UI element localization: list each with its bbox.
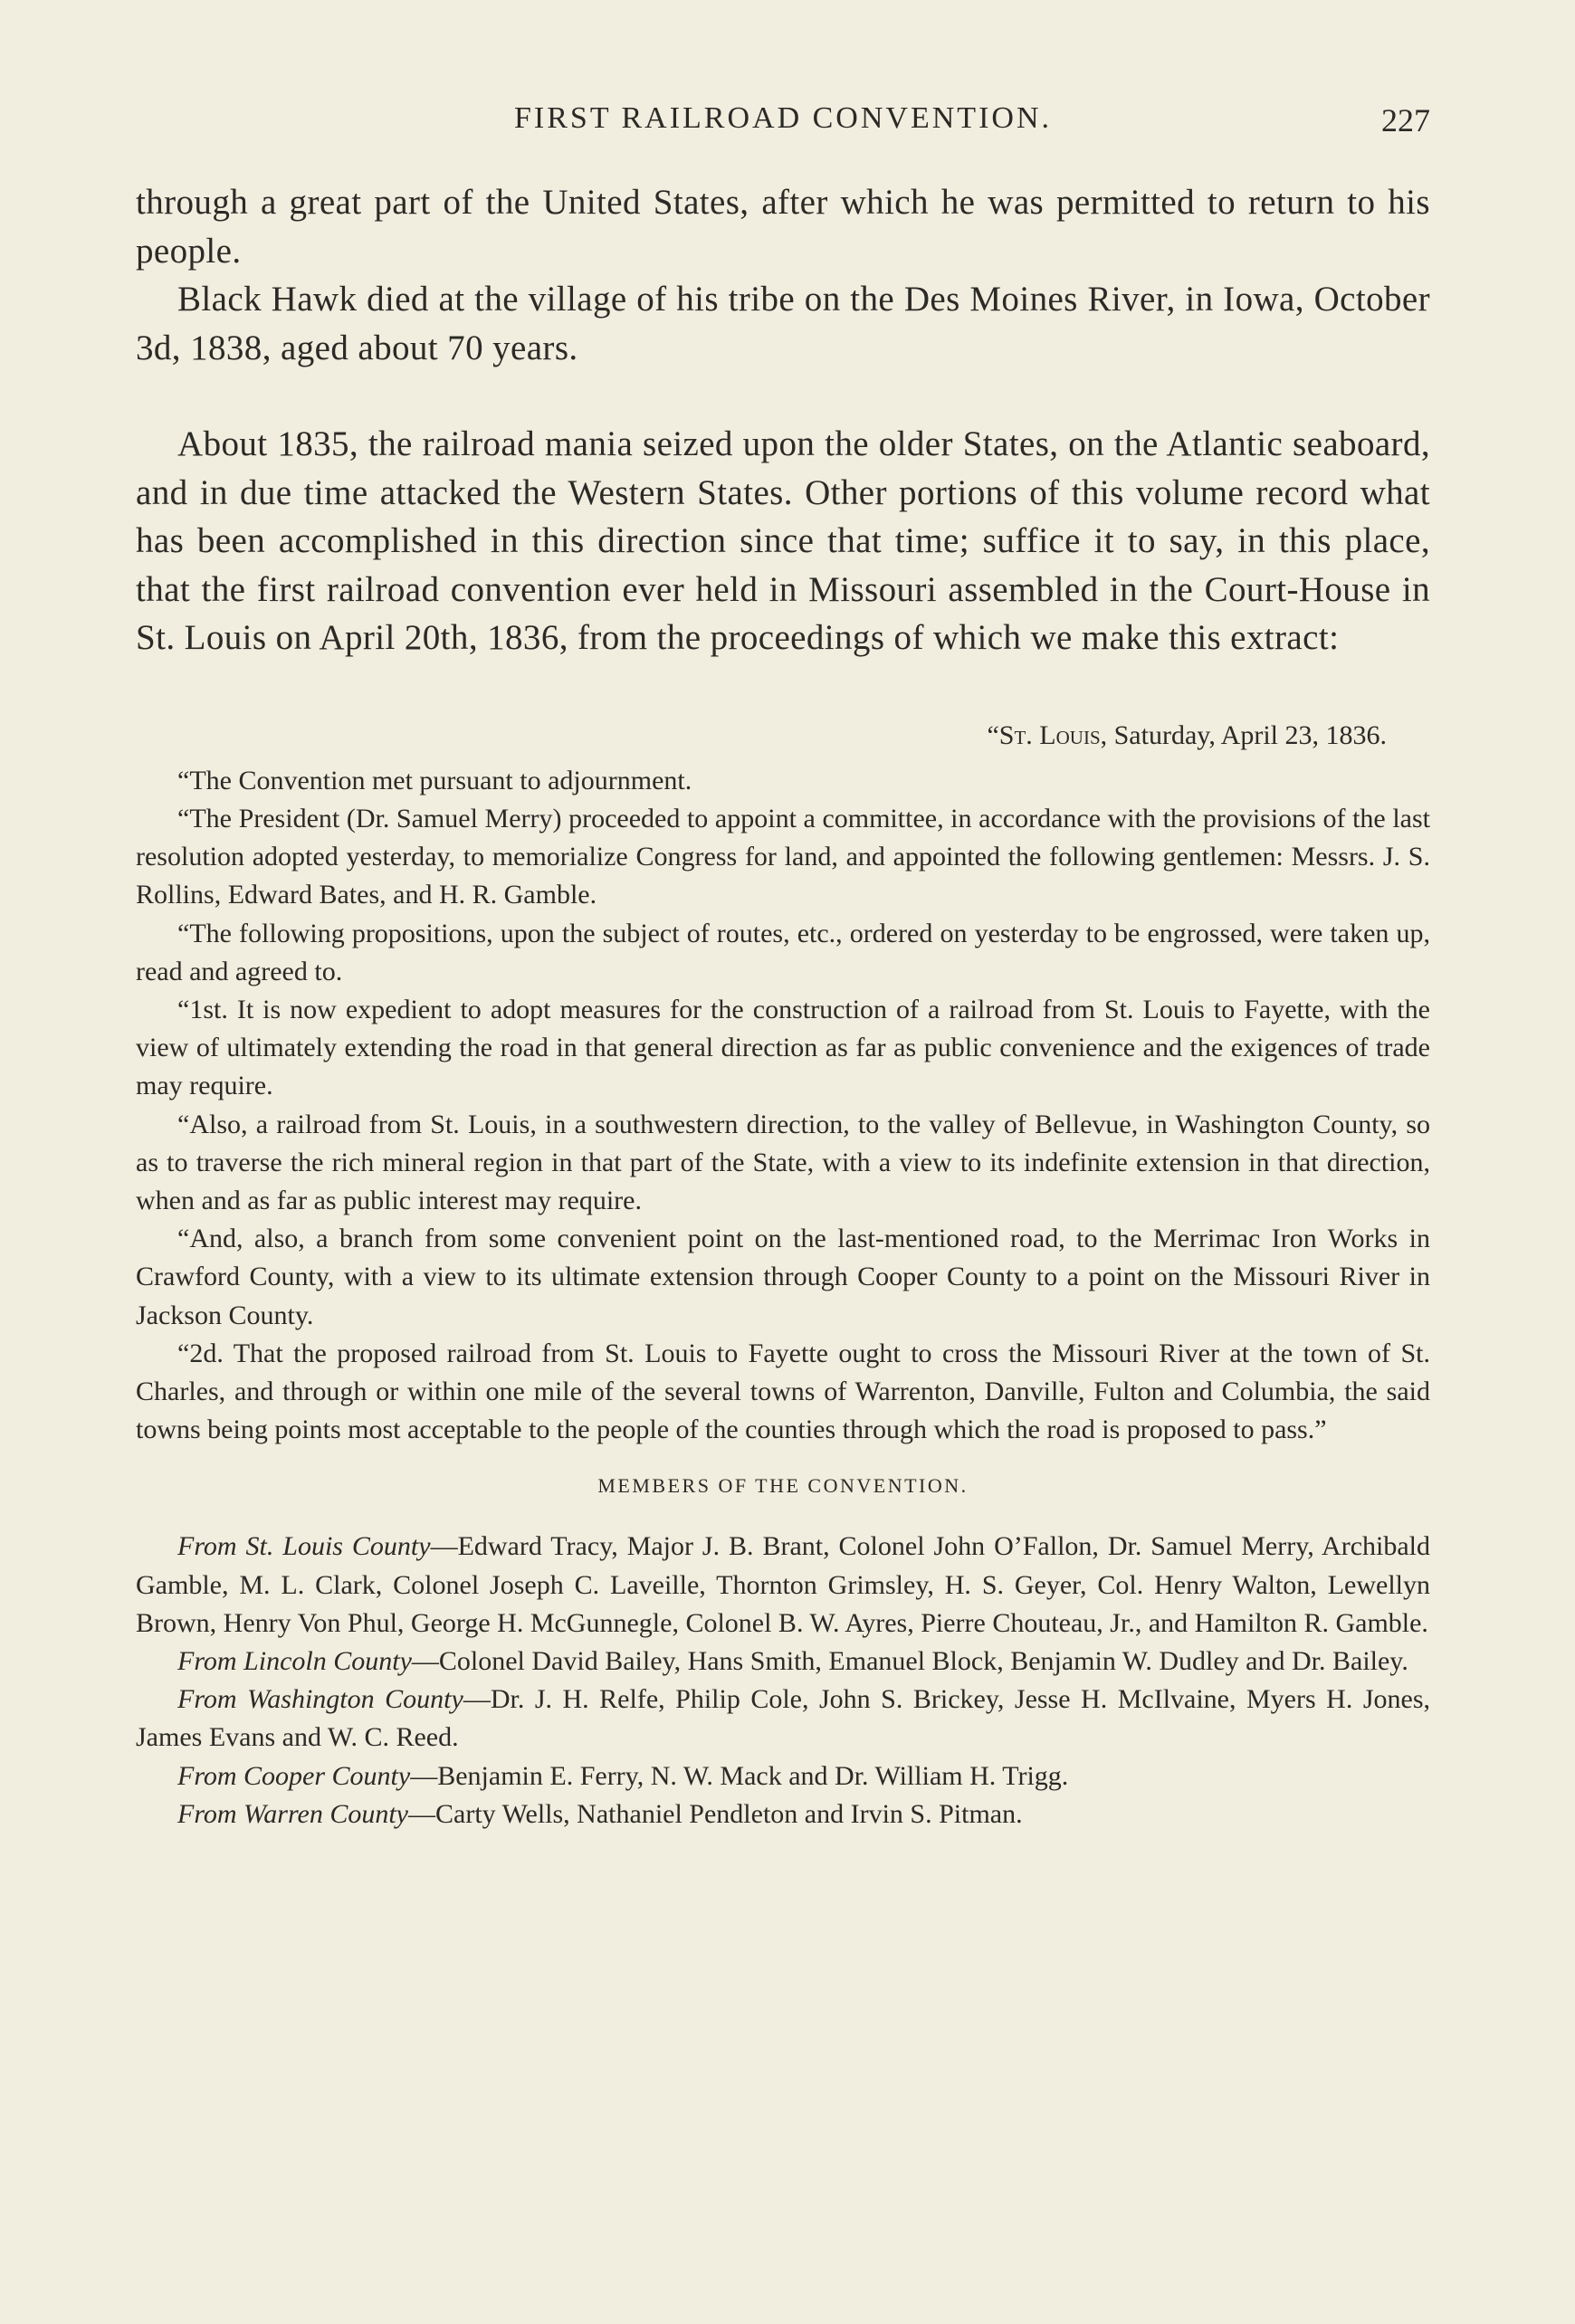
members-entry <box>136 1643 1430 1681</box>
intro-paragraph-1: through a great part of the United States, after which he was permitted to return to his people. <box>136 183 1430 271</box>
member-names: —Edward Tracy, Major J. B. Brant, Colonel John O’Fallon, Dr. Samuel Merry, Archibald Gamble, M. L. Clark, Colonel Joseph C. Laveille, Thornton Grimsley, H. S. Geyer, Col. Henry Walton, Lewellyn Brown, Henry Von Phul, George H. McGunnegle, Colonel B. W. Ayres, Pierre Chouteau, Jr., and Hamilton R. Gamble. <box>136 1531 1430 1638</box>
county-label: From Warren County <box>177 1798 408 1829</box>
members-entry <box>136 1795 1430 1833</box>
page-number: 227 <box>1381 102 1430 138</box>
member-names: —Colonel David Bailey, Hans Smith, Emanuel Block, Benjamin W. Dudley and Dr. Bailey. <box>411 1645 1408 1676</box>
members-heading: MEMBERS OF THE CONVENTION. <box>597 1474 969 1498</box>
extract-paragraph: “Also, a railroad from St. Louis, in a southwestern direction, to the valley of Bellevue, in Washington County, so as to traverse the rich mineral region in that part of the State, with a view to its indefinite extension in that direction, when and as far as public interest may require. <box>136 1109 1430 1215</box>
members-list <box>136 1528 1430 1833</box>
dateline-place: St. Louis <box>998 719 1101 750</box>
county-label: From Lincoln County <box>177 1645 412 1676</box>
convention-extract <box>136 717 1430 1450</box>
narrative <box>136 178 1430 662</box>
running-title: FIRST RAILROAD CONVENTION. <box>514 101 1052 135</box>
dateline-rest: , Saturday, April 23, 1836. <box>1100 719 1387 750</box>
extract-paragraph: “2d. That the proposed railroad from St. Louis to Fayette ought to cross the Missouri River at the town of St. Charles, and through or within one mile of the several towns of Warrenton, Danville, Fulton and Columbia, the said towns being points most acceptable to the people of the counties through which the road is proposed to pass.” <box>136 1338 1430 1445</box>
member-names: —Benjamin E. Ferry, N. W. Mack and Dr. William H. Trigg. <box>410 1760 1069 1791</box>
extract-paragraph: “And, also, a branch from some convenient point on the last-mentioned road, to the Merrimac Iron Works in Crawford County, with a view to its ultimate extension through Cooper County to a point on the Missouri River in Jackson County. <box>136 1224 1430 1330</box>
county-label: From Washington County <box>177 1684 463 1715</box>
extract-dateline <box>136 717 1430 755</box>
intro-paragraph-2: Black Hawk died at the village of his tribe on the Des Moines River, in Iowa, October 3d, 1838, aged about 70 years. <box>136 280 1430 367</box>
extract-paragraph: “The Convention met pursuant to adjournment. <box>177 765 692 795</box>
county-label: From Cooper County <box>177 1760 411 1791</box>
extract-paragraph: “The following propositions, upon the subject of routes, etc., ordered on yesterday to be engrossed, were taken up, read and agreed to. <box>136 918 1430 986</box>
dateline-open-quote: “ <box>987 719 999 750</box>
extract-paragraph: “1st. It is now expedient to adopt measures for the construction of a railroad from St. Louis to Fayette, with the view of ultimately extending the road in that general direction as far as public convenience and the exigences of trade may require. <box>136 994 1430 1101</box>
body-text <box>136 178 1430 1833</box>
intro-paragraph-3: About 1835, the railroad mania seized upon the older States, on the Atlantic seaboard, and in due time attacked the Western States. Other portions of this volume record what has been accomplished in this direction since that time; suffice it to say, in this place, that the first railroad convention ever held in Missouri assembled in the Court-House in St. Louis on April 20th, 1836, from the proceedings of which we make this extract: <box>136 424 1430 657</box>
members-entry <box>136 1528 1430 1643</box>
member-names: —Dr. J. H. Relfe, Philip Cole, John S. Brickey, Jesse H. McIlvaine, Myers H. Jones, James Evans and W. C. Reed. <box>136 1684 1430 1753</box>
extract-paragraph: “The President (Dr. Samuel Merry) proceeded to appoint a committee, in accordance with the provisions of the last resolution adopted yesterday, to memorialize Congress for land, and appointed the following gentlemen: Messrs. J. S. Rollins, Edward Bates, and H. R. Gamble. <box>136 803 1430 910</box>
section-gap <box>136 372 1430 420</box>
member-names: —Carty Wells, Nathaniel Pendleton and Irvin S. Pitman. <box>408 1798 1023 1829</box>
members-entry <box>136 1681 1430 1757</box>
members-entry <box>136 1757 1430 1795</box>
running-head <box>136 101 1430 147</box>
county-label: From St. Louis County <box>177 1531 431 1562</box>
